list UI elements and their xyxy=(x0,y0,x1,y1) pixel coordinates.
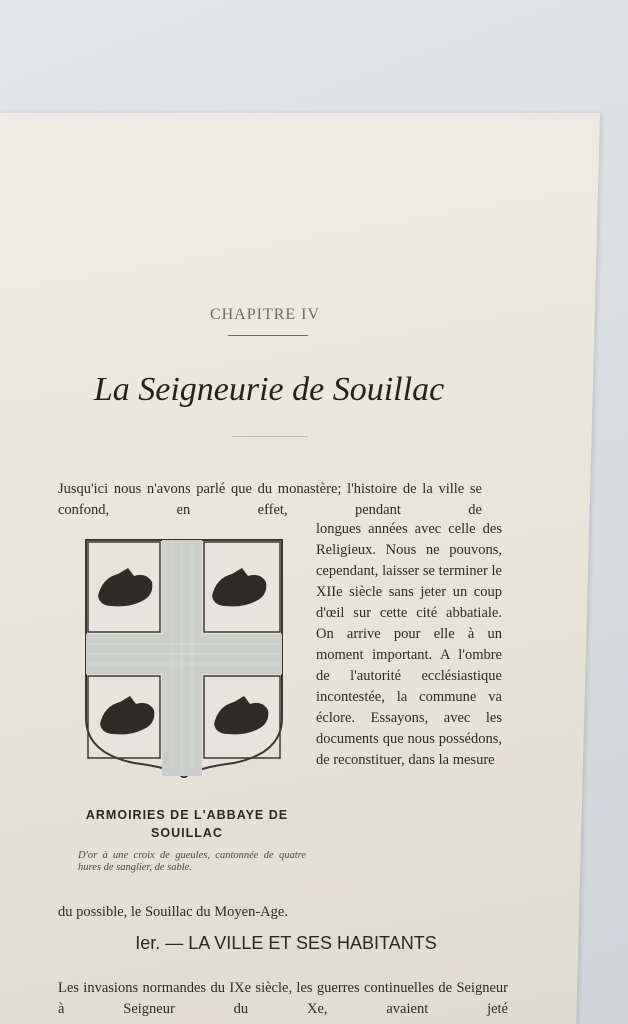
title-rule xyxy=(232,436,308,437)
caption-title: ARMOIRIES DE L'ABBAYE DE SOUILLAC xyxy=(85,808,289,840)
paragraph-intro: Jusqu'ici nous n'avons parlé que du monastère; l'histoire de la ville se confond, en effet, pendant de xyxy=(58,481,483,518)
book-page xyxy=(0,113,600,1024)
paragraph-column: longues années avec celle des Religieux. Nous ne pouvons, cependant, laisser se terminer le XIIe siècle sans jeter un coup d'œil sur cette cité abbatiale. On arrive pour elle à un moment important. A l'ombre de l'autorité ecclésiastique incontestée, la commune va éclore. Essayons, avec les documents que nous possédons, de reconstituer, dans la mesure xyxy=(316,521,503,768)
caption-text: D'or à une croix de gueules, cantonnée de quatre hures de sanglier, de sable. xyxy=(78,850,306,873)
section-paragraph: Les invasions normandes du IXe siècle, les guerres continuelles de Seigneur à Seigneur du Xe, avaient jeté xyxy=(58,980,509,1017)
chapter-label: CHAPITRE IV xyxy=(209,306,321,323)
chapter-rule xyxy=(228,335,308,336)
paragraph-end: du possible, le Souillac du Moyen-Age. xyxy=(58,904,288,920)
section-heading: Ier. — LA VILLE ET SES HABITANTS xyxy=(135,933,437,953)
coat-of-arms-image xyxy=(84,538,284,778)
page-title: La Seigneurie de Souillac xyxy=(93,371,445,408)
